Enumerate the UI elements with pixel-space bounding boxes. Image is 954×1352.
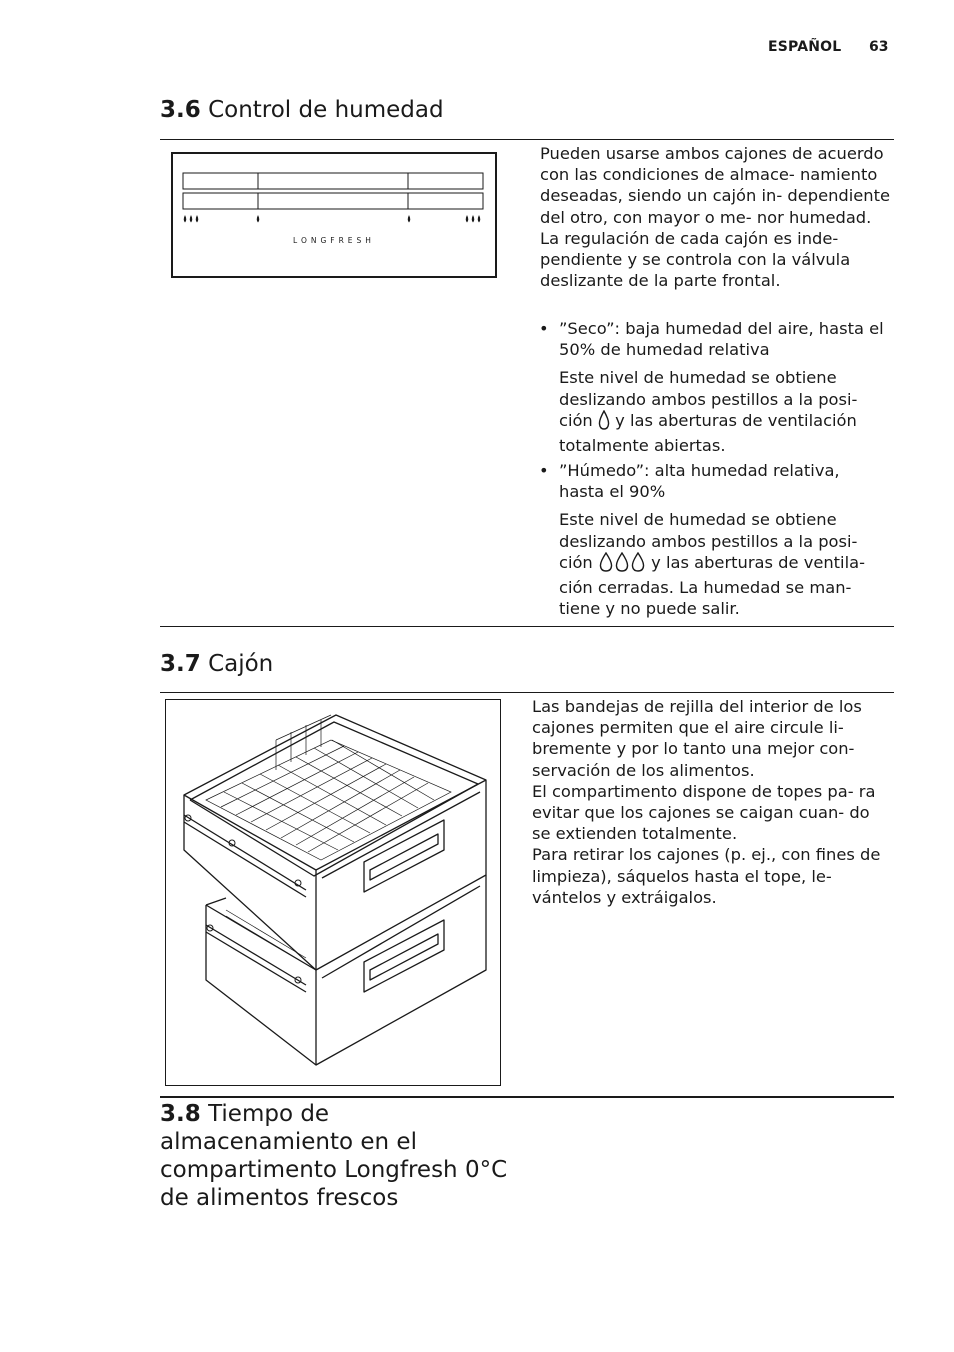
section-3-7-title xyxy=(160,650,273,678)
section-3-8-title xyxy=(160,1100,520,1212)
paragraph: La regulación de cada cajón es inde- pendiente y se controla con la válvula deslizante de la parte frontal. xyxy=(540,228,851,291)
section-3-6-title xyxy=(160,96,444,124)
humidity-drops-icons xyxy=(184,215,481,223)
section-heading-line: almacenamiento en el xyxy=(160,1129,417,1155)
bullet-title: ”Seco”: baja humedad del aire, hasta el 50% de humedad relativa xyxy=(559,319,884,360)
section-number: 3.6 xyxy=(160,97,201,123)
section-rule xyxy=(160,626,894,627)
section-rule xyxy=(160,692,894,693)
section-number: 3.8 xyxy=(160,1101,201,1127)
bullet-dot: • xyxy=(539,319,549,338)
humidity-control-figure xyxy=(171,152,497,278)
single-drop-icon xyxy=(598,410,610,435)
section-heading: Control de humedad xyxy=(208,97,444,123)
paragraph: El compartimento dispone de topes pa- ra evitar que los cajones se caigan cuan- do se extienden totalmente. xyxy=(532,781,876,844)
bullet-dry xyxy=(539,318,889,456)
drawer-illustration xyxy=(165,699,501,1086)
section-heading-line: de alimentos frescos xyxy=(160,1185,399,1211)
page-number: 63 xyxy=(869,39,889,55)
paragraph: Las bandejas de rejilla del interior de los cajones permiten que el aire circule li- bremente y por lo tanto una mejor con- servación de los alimentos. xyxy=(532,697,862,780)
longfresh-label: LONGFRESH xyxy=(293,236,375,245)
triple-drop-icon xyxy=(598,552,646,577)
section-heading: Cajón xyxy=(208,651,274,677)
paragraph: Para retirar los cajones (p. ej., con fines de limpieza), sáquelos hasta el tope, le- vántelos y extráigalos. xyxy=(532,845,881,907)
header-language: ESPAÑOL xyxy=(768,39,842,55)
section-3-7-body xyxy=(532,696,890,908)
bullet-detail: Este nivel de humedad se obtiene deslizando ambos pestillos a la posi- ción y las aberturas de ventila- ción cerradas. La humedad se man- tiene y no puede salir. xyxy=(559,510,865,619)
section-3-6-body xyxy=(540,143,890,291)
section-heading-line: Tiempo de xyxy=(208,1101,330,1127)
bullet-detail: Este nivel de humedad se obtiene deslizando ambos pestillos a la posi- ción y las aberturas de ventilación totalmente abiertas. xyxy=(559,368,858,456)
section-heading-line: compartimento Longfresh 0°C xyxy=(160,1157,508,1183)
section-number: 3.7 xyxy=(160,651,201,677)
paragraph: Pueden usarse ambos cajones de acuerdo con las condiciones de almace- namiento deseadas, siendo un cajón in- dependiente del otro, con mayor o me- nor humedad. xyxy=(540,144,891,227)
bullet-title: ”Húmedo”: alta humedad relativa, hasta el 90% xyxy=(559,461,840,502)
bullet-humid xyxy=(539,460,889,619)
section-rule xyxy=(160,139,894,140)
section-rule xyxy=(160,1096,894,1098)
bullet-dot: • xyxy=(539,461,549,480)
